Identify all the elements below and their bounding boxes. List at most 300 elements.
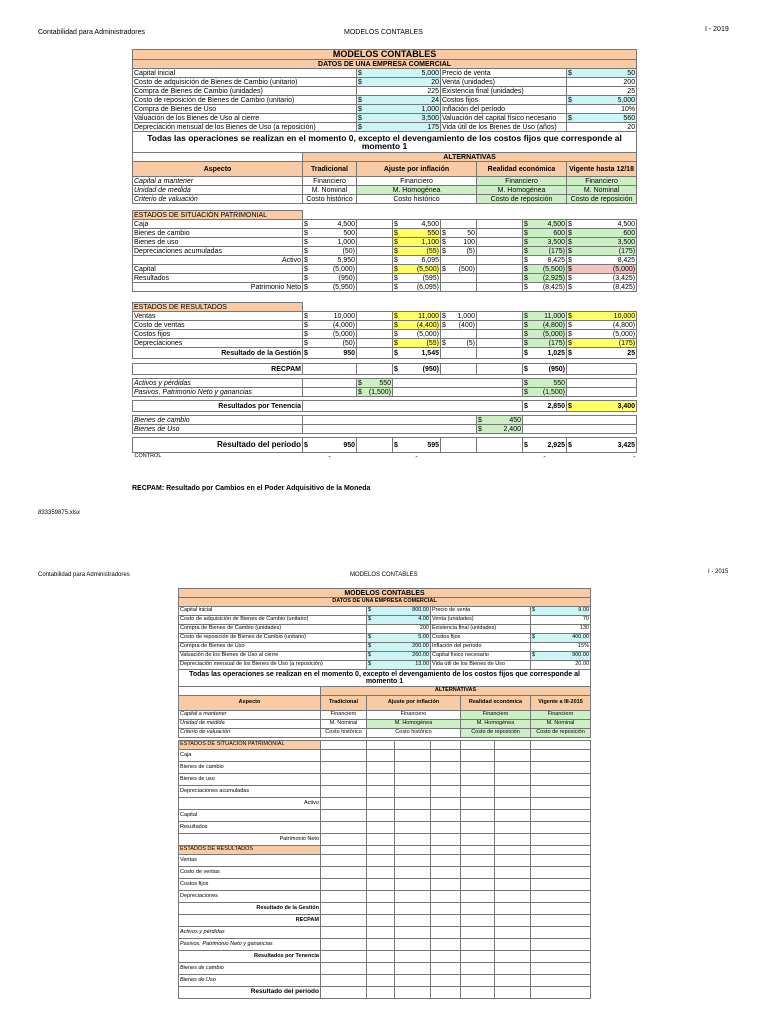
datos-row xyxy=(179,625,591,634)
dato-label: Compra de Bienes de Uso xyxy=(133,105,357,114)
vigente-value: Costo de reposición xyxy=(531,729,591,738)
col-vigente: Vigente hasta 12/18 xyxy=(567,162,637,177)
empty-cell xyxy=(531,774,591,786)
row-label: Bienes de uso xyxy=(179,774,321,786)
gap-cell xyxy=(477,247,523,256)
cell xyxy=(461,741,495,750)
dato-label: Capital inicial xyxy=(133,69,357,78)
empty-cell xyxy=(367,810,395,822)
section-resultados: ESTADOS DE RESULTADOS xyxy=(133,303,303,312)
sit-row xyxy=(133,283,637,292)
row-label: RECPAM xyxy=(133,364,303,375)
alternativas-row xyxy=(179,687,591,696)
realidad-cell: $ 4,500 xyxy=(524,220,565,228)
gap-cell xyxy=(477,238,523,247)
trad-value: Costo histórico xyxy=(321,729,367,738)
empty-cell xyxy=(431,987,461,999)
dato-label: Compra de Bienes de Uso xyxy=(179,643,367,652)
empty-cell xyxy=(461,903,495,915)
vigente-cell: $ (175) xyxy=(568,339,636,347)
gap-cell xyxy=(357,321,393,330)
row-label: RECPAM xyxy=(179,915,321,927)
realidad-cell: $ 1,025 xyxy=(524,349,565,357)
dato-value-right: $ 900.00 xyxy=(531,652,591,661)
aspect-label: Criterio de valuación xyxy=(179,729,321,738)
empty-cell xyxy=(495,939,531,951)
capital-row xyxy=(179,711,591,720)
realidad-cell: $ (175) xyxy=(524,247,565,255)
empty-cell xyxy=(461,879,495,891)
unidad-row xyxy=(133,186,637,195)
alternativas-header: ALTERNATIVAS xyxy=(321,687,591,696)
empty-cell xyxy=(395,963,431,975)
gap-cell xyxy=(357,339,393,348)
realidad-cell: $ 550 xyxy=(524,379,565,387)
row-label: Patrimonio Neto xyxy=(133,283,303,292)
trad-cell: $ (950) xyxy=(304,274,355,282)
sit-row xyxy=(133,229,637,238)
row-label: Bienes de cambio xyxy=(133,416,303,425)
dato-label-right: Existencia final (unidades) xyxy=(431,625,531,634)
row-label: Bienes de Uso xyxy=(179,975,321,987)
cell xyxy=(567,364,637,375)
empty-cell xyxy=(395,987,431,999)
row-label: Ventas xyxy=(179,855,321,867)
cell xyxy=(431,741,461,750)
gap-cell xyxy=(357,238,393,247)
empty-cell xyxy=(321,822,367,834)
row-label: Capital xyxy=(133,265,303,274)
gap-cell xyxy=(477,321,523,330)
realidad-cell: $ (950) xyxy=(524,365,565,373)
empty-cell xyxy=(495,834,531,846)
trad-cell: $ 950 xyxy=(304,349,355,357)
sit-row xyxy=(179,810,591,822)
empty-cell xyxy=(461,987,495,999)
ajuste-cell: $ 550 xyxy=(358,379,391,387)
recpam-note: RECPAM: Resultado por Cambios en el Poder Adquisitivo de la Moneda xyxy=(132,485,371,492)
trad-cell: $ 4,500 xyxy=(304,220,355,228)
empty-cell xyxy=(367,786,395,798)
vigente-cell: $ (5,000) xyxy=(568,330,636,338)
trad-cell: $ 500 xyxy=(304,229,355,237)
empty-cell xyxy=(495,774,531,786)
empty-cell xyxy=(367,867,395,879)
empty-cell xyxy=(431,810,461,822)
realidad-cell: $ (2,925) xyxy=(524,274,565,282)
cell xyxy=(321,741,367,750)
empty-cell xyxy=(531,939,591,951)
dato-value-right: $ 400.00 xyxy=(531,634,591,643)
sit-row xyxy=(133,247,637,256)
empty-cell xyxy=(461,963,495,975)
empty-cell xyxy=(495,786,531,798)
res-row xyxy=(179,915,591,927)
empty-cell xyxy=(531,822,591,834)
datos-row xyxy=(133,78,637,87)
realidad-cell: $ 8,425 xyxy=(524,256,565,264)
gap-cell xyxy=(357,256,393,265)
empty-cell xyxy=(367,762,395,774)
dato-label: Compra de Bienes de Cambio (unidades) xyxy=(179,625,367,634)
realidad-cell: $ 450 xyxy=(478,416,521,424)
row-label: Costos fijos xyxy=(179,879,321,891)
gap-cell xyxy=(357,274,393,283)
res-row xyxy=(179,891,591,903)
row-label: Depreciaciones acumuladas xyxy=(179,786,321,798)
row-label: Resultado de la Gestión xyxy=(179,903,321,915)
empty-cell xyxy=(431,891,461,903)
ajuste-diff-cell: $ 1,000 xyxy=(442,312,475,320)
control-value: - xyxy=(543,453,546,461)
row-label: Resultados por Tenencia xyxy=(133,401,303,412)
ajuste-cell: $ (5,500) xyxy=(394,265,439,273)
vigente-value: M. Nominal xyxy=(567,186,637,195)
modelos-contables-table-2019 xyxy=(132,49,637,461)
cell xyxy=(367,741,395,750)
col-tradicional: Tradicional xyxy=(303,162,357,177)
vigente-cell: $ 600 xyxy=(568,229,636,237)
empty-cell xyxy=(495,915,531,927)
cell xyxy=(461,846,495,855)
row-label: Resultado del período xyxy=(179,987,321,999)
ajuste-cell: $ (55) xyxy=(394,247,439,255)
empty-cell xyxy=(431,915,461,927)
empty-cell xyxy=(395,879,431,891)
realidad-cell: $ 3,500 xyxy=(524,238,565,246)
empty-cell xyxy=(495,975,531,987)
dato-value-right: $ 5,000 xyxy=(568,96,636,104)
cell xyxy=(531,846,591,855)
empty-cell xyxy=(531,903,591,915)
trad-value: M. Nominal xyxy=(321,720,367,729)
dato-value: $ 1,000 xyxy=(358,105,439,113)
vigente-cell: $ (175) xyxy=(568,247,636,255)
blank xyxy=(179,687,321,696)
gap-cell xyxy=(477,220,523,229)
ajuste-cell: $ (595) xyxy=(394,274,439,282)
dato-value: $ 20 xyxy=(358,78,439,86)
empty-cell xyxy=(367,927,395,939)
empty-cell xyxy=(461,939,495,951)
realidad-cell: $ (4,800) xyxy=(524,321,565,329)
ajuste-cell: $ 595 xyxy=(393,438,441,453)
empty-cell xyxy=(431,951,461,963)
row-label: Bienes de uso xyxy=(133,238,303,247)
ajuste-cell: $ 4,500 xyxy=(394,220,439,228)
dato-label: Valuación de los Bienes de Uso al cierre xyxy=(133,114,357,123)
gestion-row xyxy=(133,348,637,359)
cell xyxy=(303,425,477,434)
dato-label-right: Costos fijos xyxy=(441,96,567,105)
realidad-value: M. Homogénea xyxy=(461,720,531,729)
empty-cell xyxy=(321,786,367,798)
datos-row xyxy=(179,652,591,661)
empty-cell xyxy=(431,798,461,810)
cell xyxy=(477,364,523,375)
ajuste-cell: $ 550 xyxy=(394,229,439,237)
empty-cell xyxy=(531,855,591,867)
section-row xyxy=(133,303,637,312)
res-row xyxy=(133,312,637,321)
row-label: Resultados xyxy=(133,274,303,283)
res-row xyxy=(179,987,591,999)
dato-value-right: 130 xyxy=(531,625,591,634)
section-row xyxy=(179,741,591,750)
header-title-2: MODELOS CONTABLES xyxy=(350,572,418,578)
res-row xyxy=(179,867,591,879)
header-course-2: Contabilidad para Administradores xyxy=(38,572,130,578)
empty-cell xyxy=(531,867,591,879)
res-row xyxy=(179,975,591,987)
row-label: Bienes de cambio xyxy=(179,963,321,975)
col-realidad: Realidad económica xyxy=(477,162,567,177)
table-title: MODELOS CONTABLES xyxy=(179,589,591,598)
criterio-row xyxy=(179,729,591,738)
cell xyxy=(395,846,431,855)
dato-label-right: Vida útil de los Bienes de Uso xyxy=(431,661,531,670)
empty-cell xyxy=(461,762,495,774)
row-label: Caja xyxy=(179,750,321,762)
recpam-detail-row xyxy=(133,379,637,388)
dato-value-right: 20.00 xyxy=(531,661,591,670)
tenencia-detail-row xyxy=(133,425,637,434)
empty-cell xyxy=(461,786,495,798)
res-row xyxy=(179,879,591,891)
empty-cell xyxy=(431,750,461,762)
empty-cell xyxy=(461,834,495,846)
sit-row xyxy=(179,798,591,810)
vigente-cell: $ 4,500 xyxy=(568,220,636,228)
section-situacion: ESTADOS DE SITUACION PATRIMONIAL xyxy=(133,211,303,220)
dato-label-right: Precio de venta xyxy=(441,69,567,78)
realidad-cell: $ (5,000) xyxy=(524,330,565,338)
cell xyxy=(431,846,461,855)
cell xyxy=(357,364,393,375)
gap-cell xyxy=(357,265,393,274)
sit-row xyxy=(179,762,591,774)
row-label: Ventas xyxy=(133,312,303,321)
vigente-cell: $ (4,800) xyxy=(568,321,636,329)
empty-cell xyxy=(395,903,431,915)
cell xyxy=(303,401,523,412)
gap-cell xyxy=(477,274,523,283)
trad-cell: $ (5,000) xyxy=(304,330,355,338)
gap-cell xyxy=(477,330,523,339)
ajuste-value: M. Homogénea xyxy=(367,720,461,729)
empty-cell xyxy=(431,855,461,867)
aspect-label: Capital a mantener xyxy=(133,177,303,186)
empty-cell xyxy=(431,762,461,774)
datos-row xyxy=(179,634,591,643)
empty-cell xyxy=(367,798,395,810)
empty-cell xyxy=(431,834,461,846)
empty-cell xyxy=(367,963,395,975)
ajuste-diff-cell xyxy=(441,220,477,229)
gap-cell xyxy=(477,256,523,265)
empty-cell xyxy=(367,903,395,915)
empty-cell xyxy=(495,750,531,762)
tenencia-detail-row xyxy=(133,416,637,425)
ajuste-cell: $ (55) xyxy=(394,339,439,347)
sit-row xyxy=(133,256,637,265)
realidad-cell: $ 600 xyxy=(524,229,565,237)
trad-cell: $ (5,000) xyxy=(304,265,355,273)
sit-row xyxy=(179,774,591,786)
empty-cell xyxy=(395,810,431,822)
empty-cell xyxy=(367,855,395,867)
cell xyxy=(523,425,637,434)
realidad-cell: $ 2,850 xyxy=(524,402,565,410)
col-ajuste: Ajuste por inflación xyxy=(357,162,477,177)
empty-cell xyxy=(431,786,461,798)
empty-cell xyxy=(321,951,367,963)
empty-cell xyxy=(395,750,431,762)
empty-cell xyxy=(395,834,431,846)
datos-row xyxy=(179,607,591,616)
periodo-row xyxy=(133,438,637,453)
banner-row xyxy=(179,670,591,687)
empty-cell xyxy=(367,879,395,891)
dato-value: 200 xyxy=(367,625,431,634)
row-label: Costo de ventas xyxy=(179,867,321,879)
empty-cell xyxy=(531,810,591,822)
dato-label-right: Valuación del capital físico necesario xyxy=(441,114,567,123)
datos-row xyxy=(133,96,637,105)
cell xyxy=(441,364,477,375)
empty-cell xyxy=(531,927,591,939)
cell xyxy=(133,292,637,303)
empty-cell xyxy=(431,879,461,891)
dato-label: Costo de adquisición de Bienes de Cambio (unitario) xyxy=(133,78,357,87)
ajuste-cell: $ (5,000) xyxy=(394,330,439,338)
ajuste-value: Financiero xyxy=(357,177,477,186)
empty-cell xyxy=(321,975,367,987)
empty-cell xyxy=(431,774,461,786)
vigente-cell: $ 3,500 xyxy=(568,238,636,246)
trad-cell: $ (5,950) xyxy=(304,283,355,291)
section-situacion: ESTADOS DE SITUACION PATRIMONIAL xyxy=(179,741,321,750)
cell xyxy=(477,438,523,453)
empty-cell xyxy=(367,774,395,786)
datos-row xyxy=(179,616,591,625)
dato-value: $ 13.00 xyxy=(367,661,431,670)
empty-cell xyxy=(367,951,395,963)
empty-cell xyxy=(395,786,431,798)
realidad-cell: $ 2,400 xyxy=(478,425,521,433)
ajuste-value: M. Homogénea xyxy=(357,186,477,195)
realidad-cell: $ (1,500) xyxy=(524,388,565,396)
row-label: Resultado de la Gestión xyxy=(133,348,303,359)
empty-cell xyxy=(395,939,431,951)
empty-cell xyxy=(395,975,431,987)
row-label: Activos y pérdidas xyxy=(179,927,321,939)
empty-cell xyxy=(367,834,395,846)
dato-value: $ 4.00 xyxy=(367,616,431,625)
row-label: Caja xyxy=(133,220,303,229)
empty-cell xyxy=(461,915,495,927)
alternativas-header: ALTERNATIVAS xyxy=(303,153,637,162)
cell xyxy=(567,379,637,388)
dato-value-right: 15% xyxy=(531,643,591,652)
aspect-label: Criterio de valuación xyxy=(133,195,303,204)
sit-row xyxy=(179,822,591,834)
cell xyxy=(395,741,431,750)
empty-cell xyxy=(321,750,367,762)
cell xyxy=(303,211,637,220)
empty-cell xyxy=(495,903,531,915)
datos-row xyxy=(179,643,591,652)
empty-cell xyxy=(395,891,431,903)
cell xyxy=(441,438,477,453)
ajuste-diff-cell xyxy=(441,256,477,265)
empty-cell xyxy=(461,810,495,822)
dato-label: Costo de reposición de Bienes de Cambio (unitario) xyxy=(133,96,357,105)
cell xyxy=(303,379,357,388)
ajuste-diff-cell: $ (5) xyxy=(442,339,475,347)
dato-label: Valuación de los Bienes de Uso al cierre xyxy=(179,652,367,661)
empty-cell xyxy=(395,822,431,834)
sit-row xyxy=(133,274,637,283)
ajuste-cell: $ (4,400) xyxy=(394,321,439,329)
trad-cell: $ 5,950 xyxy=(304,256,355,264)
vigente-cell: $ 3,400 xyxy=(568,402,636,410)
recpam-row xyxy=(133,364,637,375)
vigente-cell: $ (3,425) xyxy=(568,274,636,282)
table-title: MODELOS CONTABLES xyxy=(133,50,637,60)
cols-row xyxy=(133,162,637,177)
unidad-row xyxy=(179,720,591,729)
empty-cell xyxy=(531,798,591,810)
dato-value: $ 200.00 xyxy=(367,643,431,652)
title-row xyxy=(179,589,591,598)
ajuste-cell: $ (6,095) xyxy=(394,283,439,291)
recpam-detail-row xyxy=(133,388,637,397)
gap-cell xyxy=(357,220,393,229)
cell xyxy=(393,379,523,388)
dato-value-right: 200 xyxy=(567,78,637,87)
ajuste-cell: $ 1,100 xyxy=(394,238,439,246)
gap-cell xyxy=(357,283,393,292)
header-term: I - 2019 xyxy=(705,26,729,33)
dato-value: $ 24 xyxy=(358,96,439,104)
empty-cell xyxy=(495,891,531,903)
trad-value: Financiero xyxy=(321,711,367,720)
subtitle-row xyxy=(133,60,637,69)
criterio-row xyxy=(133,195,637,204)
sit-row xyxy=(133,265,637,274)
dato-value-right: $ 50 xyxy=(568,69,636,77)
dato-label: Capital inicial xyxy=(179,607,367,616)
empty-cell xyxy=(321,867,367,879)
datos-row xyxy=(179,661,591,670)
spacer xyxy=(133,204,637,211)
empty-cell xyxy=(395,915,431,927)
row-label: Bienes de cambio xyxy=(133,229,303,238)
empty-cell xyxy=(321,963,367,975)
ajuste-diff-cell: $ 100 xyxy=(442,238,475,246)
aspect-label: Capital a mantener xyxy=(179,711,321,720)
empty-cell xyxy=(395,951,431,963)
vigente-cell: $ (8,425) xyxy=(568,283,636,291)
ajuste-diff-cell: $ (5) xyxy=(442,247,475,255)
row-label: Depreciaciones xyxy=(179,891,321,903)
aspect-label: Unidad de medida xyxy=(133,186,303,195)
dato-value-right: 20 xyxy=(567,123,637,132)
row-label: Resultados por Tenencia xyxy=(179,951,321,963)
dato-label-right: Existencia final (unidades) xyxy=(441,87,567,96)
control-row xyxy=(133,453,637,462)
